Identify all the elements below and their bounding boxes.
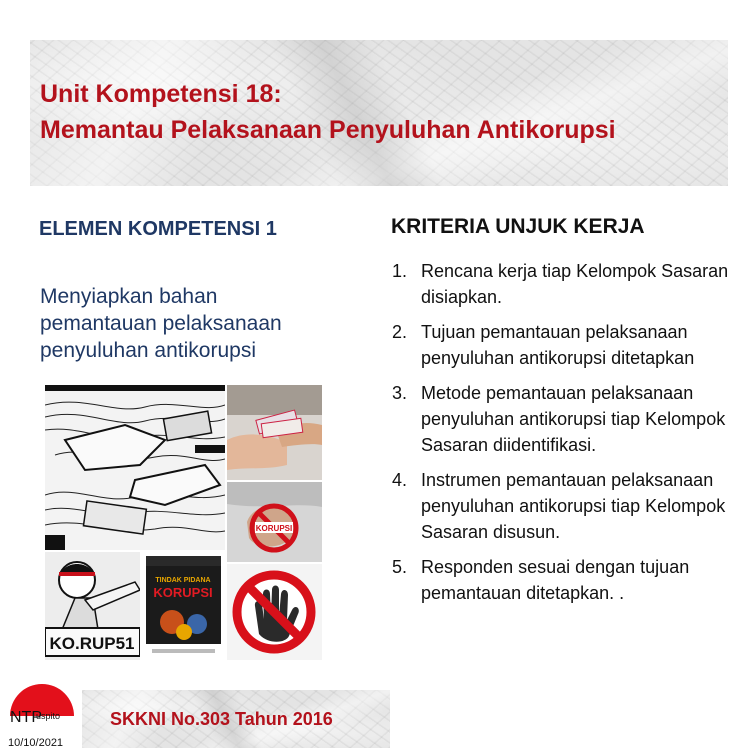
book-title-line1: TINDAK PIDANA (155, 577, 211, 584)
money-handover-image (227, 385, 322, 480)
footer-banner (82, 690, 390, 748)
kriteria-text: Responden sesuai dengan tujuan pemantauan ditetapkan. . (421, 557, 690, 603)
unit-title: Unit Kompetensi 18: (40, 80, 282, 108)
kriteria-number: 1. (392, 261, 408, 281)
book-title-line2: KORUPSI (153, 585, 213, 600)
unit-subtitle: Memantau Pelaksanaan Penyuluhan Antikorupsi (40, 116, 616, 144)
kriteria-list (392, 258, 732, 615)
kriteria-number: 5. (392, 557, 408, 577)
badge-label: KORUPSI (255, 524, 293, 533)
kriteria-text: Tujuan pemantauan pelaksanaan penyuluhan antikorupsi ditetapkan (421, 322, 695, 368)
kriteria-number: 3. (392, 383, 408, 403)
elemen-heading: ELEMEN KOMPETENSI 1 (39, 218, 277, 240)
logo-ntp-text: NTP (10, 709, 42, 726)
stop-hand-sign-image (227, 564, 322, 660)
korupsi-man-image (45, 552, 140, 660)
kriteria-text: Metode pemantauan pelaksanaan penyuluhan antikorupsi tiap Kelompok Sasaran diidentifikasi. (421, 383, 726, 455)
kriteria-text: Rencana kerja tiap Kelompok Sasaran disiapkan. (421, 261, 729, 307)
korupsi-sign-text: KO.RUP51 (49, 634, 135, 653)
logo-name-text: uspito (36, 711, 61, 721)
title-banner (30, 40, 728, 186)
logo-date: 10/10/2021 (8, 737, 64, 749)
kriteria-item-3 (392, 380, 732, 458)
kriteria-number: 4. (392, 470, 408, 490)
kriteria-item-5 (392, 554, 732, 606)
elemen-description: Menyiapkan bahan pemantauan pelaksanaan penyuluhan antikorupsi (40, 285, 282, 362)
ntp-logo (0, 676, 82, 756)
kriteria-text: Instrumen pemantauan pelaksanaan penyuluhan antikorupsi tiap Kelompok Sasaran disusun. (421, 470, 726, 542)
korupsi-book-cover-image (142, 552, 225, 660)
kriteria-heading: KRITERIA UNJUK KERJA (391, 215, 645, 238)
kriteria-number: 2. (392, 322, 408, 342)
bribery-sketch-image (45, 385, 225, 550)
anticorruption-collage (45, 385, 322, 663)
kriteria-item-4 (392, 467, 732, 545)
kriteria-item-2 (392, 319, 732, 371)
kriteria-item-1 (392, 258, 732, 310)
stop-korupsi-badge-image (227, 482, 322, 562)
skkni-reference: SKKNI No.303 Tahun 2016 (110, 709, 333, 729)
